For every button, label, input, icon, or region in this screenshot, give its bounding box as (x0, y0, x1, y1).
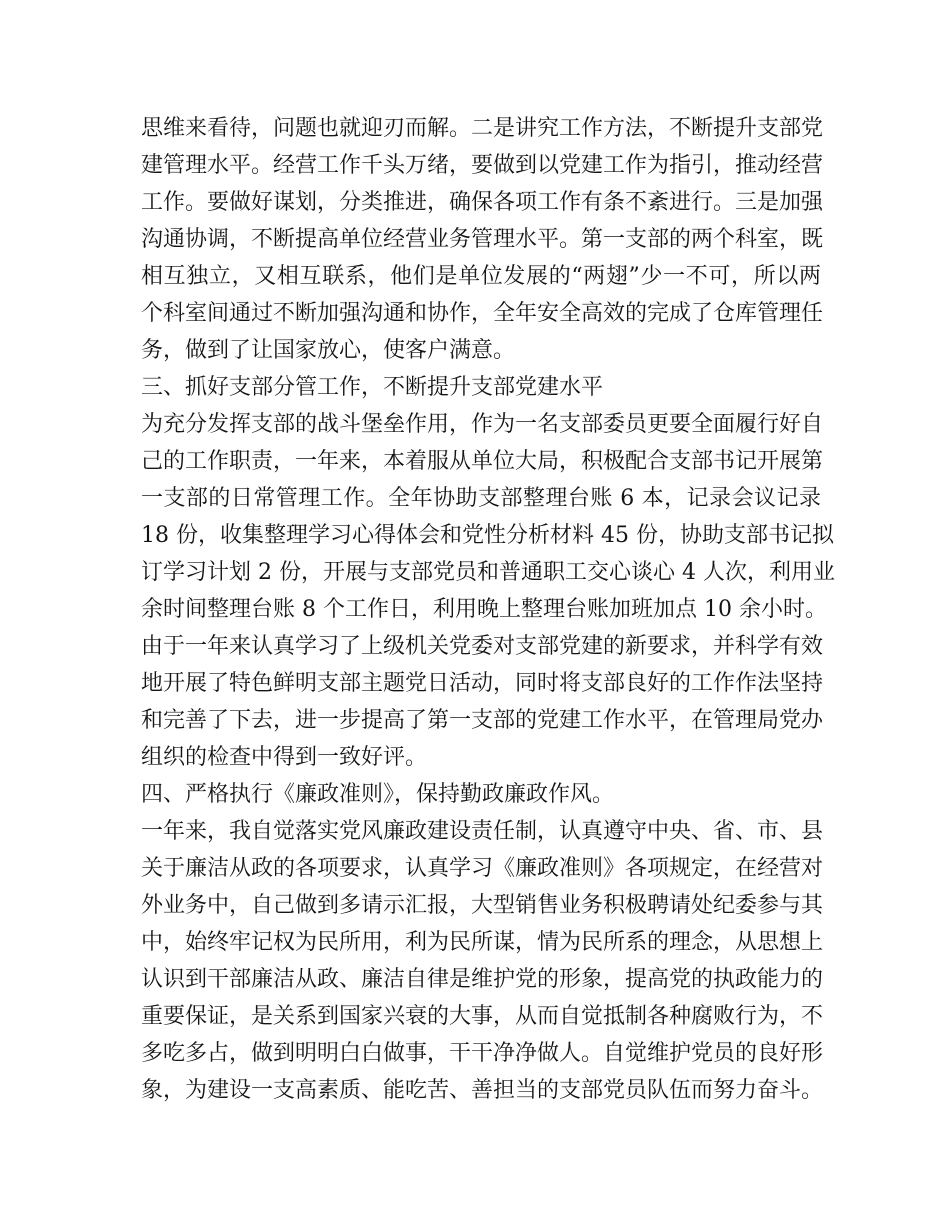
text-line: 己的工作职责，一年来，本着服从单位大局，积极配合支部书记开展第 (141, 449, 824, 474)
text-line: 18 份，收集整理学习心得体会和党性分析材料 45 份，协助支部书记拟 (141, 523, 834, 548)
text-line: 多吃多占，做到明明白白做事，干干净净做人。自觉维护党员的良好形 (141, 1041, 824, 1066)
text-line: 组织的检查中得到一致好评。 (141, 745, 428, 770)
text-line: 个科室间通过不断加强沟通和协作，全年安全高效的完成了仓库管理任 (141, 301, 824, 326)
section-heading: 三、抓好支部分管工作，不断提升支部党建水平 (141, 375, 604, 400)
text-line: 订学习计划 2 份，开展与支部党员和普通职工交心谈心 4 人次，利用业 (141, 560, 835, 585)
text-line: 地开展了特色鲜明支部主题党日活动，同时将支部良好的工作作法坚持 (141, 671, 824, 696)
text-line: 和完善了下去，进一步提高了第一支部的党建工作水平，在管理局党办 (141, 708, 824, 733)
text-line: 为充分发挥支部的战斗堡垒作用，作为一名支部委员更要全面履行好自 (141, 412, 824, 437)
text-line: 沟通协调，不断提高单位经营业务管理水平。第一支部的两个科室，既 (141, 227, 824, 252)
text-line: 思维来看待，问题也就迎刃而解。二是讲究工作方法，不断提升支部党 (141, 116, 824, 141)
text-line: 工作。要做好谋划，分类推进，确保各项工作有条不紊进行。三是加强 (141, 190, 824, 215)
body-text (141, 110, 835, 1109)
text-line: 认识到干部廉洁从政、廉洁自律是维护党的形象，提高党的执政能力的 (141, 967, 824, 992)
text-line: 务，做到了让国家放心，使客户满意。 (141, 338, 516, 363)
text-line: 一年来，我自觉落实党风廉政建设责任制，认真遵守中央、省、市、县 (141, 819, 824, 844)
text-line: 建管理水平。经营工作千头万绪，要做到以党建工作为指引，推动经营 (141, 153, 824, 178)
text-line: 中，始终牢记权为民所用，利为民所谋，情为民所系的理念，从思想上 (141, 930, 824, 955)
text-line: 关于廉洁从政的各项要求，认真学习《廉政准则》各项规定，在经营对 (141, 856, 824, 881)
text-line: 重要保证，是关系到国家兴衰的大事，从而自觉抵制各种腐败行为，不 (141, 1004, 824, 1029)
text-line: 由于一年来认真学习了上级机关党委对支部党建的新要求，并科学有效 (141, 634, 824, 659)
section-heading: 四、严格执行《廉政准则》，保持勤政廉政作风。 (141, 782, 615, 807)
text-line: 一支部的日常管理工作。全年协助支部整理台账 6 本，记录会议记录 (141, 486, 821, 511)
text-line: 外业务中，自己做到多请示汇报，大型销售业务积极聘请处纪委参与其 (141, 893, 824, 918)
text-line: 余时间整理台账 8 个工作日，利用晚上整理台账加班加点 10 余小时。 (141, 597, 827, 622)
text-line: 相互独立，又相互联系，他们是单位发展的“两翅”少一不可，所以两 (141, 264, 821, 289)
text-line: 象，为建设一支高素质、能吃苦、善担当的支部党员队伍而努力奋斗。 (141, 1078, 824, 1103)
